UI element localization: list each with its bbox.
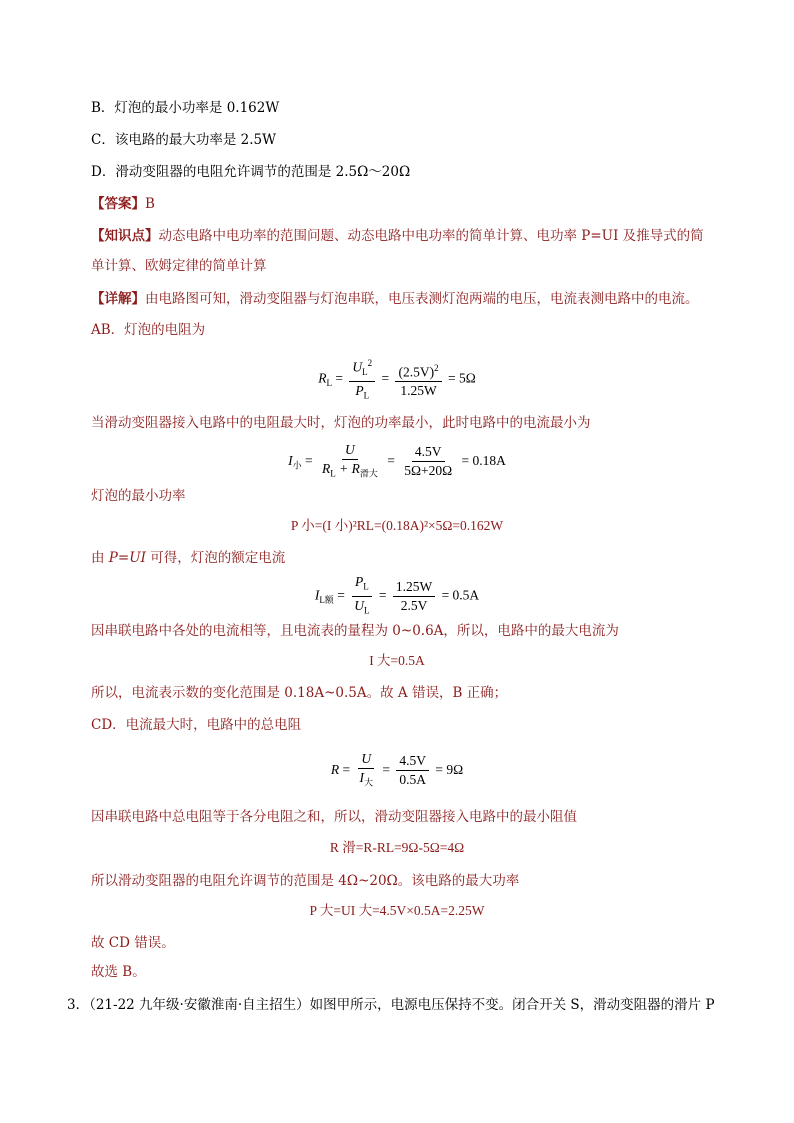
cd-line: CD．电流最大时，电路中的总电阻 <box>91 717 302 733</box>
ab-line: AB．灯泡的电阻为 <box>91 322 206 338</box>
equation-imin: $I_小$ = $\frac{U}{R_L + R_{滑大}}$ = $\frac{4.5V}{5\Omega+20\Omega}$ = 0.18A <box>0 442 794 482</box>
detail-tag: 【详解】 <box>91 291 145 307</box>
equation-r: R = $\frac{U}{I_大}$ = $\frac{4.5V}{0.5A}$ = 9Ω <box>0 751 794 791</box>
fraction: $\frac{4.5V}{5\Omega+20\Omega}$ <box>404 444 453 479</box>
paragraph-min-power: 灯泡的最小功率 <box>91 488 186 504</box>
paragraph-rated-current: 由 P=UI 可得，灯泡的额定电流 <box>91 550 286 566</box>
fraction: $\frac{4.5V}{0.5A}$ <box>396 753 429 788</box>
equation-rl: $R_L$ = $\frac{U_L^2}{P_L}$ = $\frac{(2.5V)^2}{1.25W}$ = 5Ω <box>0 355 794 404</box>
paragraph-min-resistance: 因串联电路中总电阻等于各分电阻之和，所以，滑动变阻器接入电路中的最小阻值 <box>91 809 577 825</box>
knowledge-line-2: 单计算、欧姆定律的简单计算 <box>91 258 267 274</box>
option-d: D．滑动变阻器的电阻允许调节的范围是 2.5Ω～20Ω <box>91 164 411 180</box>
paragraph-range: 所以，电流表示数的变化范围是 0.18A~0.5A。故 A 错误，B 正确； <box>91 685 508 701</box>
option-b: B．灯泡的最小功率是 0.162W <box>91 100 280 116</box>
detail-line <box>91 289 699 309</box>
fraction: $\frac{U_L^2}{P_L}$ <box>349 355 375 404</box>
equation-pmin: P 小=(I 小)²RL=(0.18A)²×5Ω=0.162W <box>290 518 504 533</box>
answer-value: B <box>145 196 155 212</box>
next-question <box>67 995 715 1015</box>
equation-irated: $I_{L额}$ = $\frac{P_L}{U_L}$ = $\frac{1.25W}{2.5V}$ = 0.5A <box>0 574 794 618</box>
equation-rmin: R 滑=R-RL=9Ω-5Ω=4Ω <box>329 840 465 855</box>
knowledge-text-1: 动态电路中电功率的范围问题、动态电路中电功率的简单计算、电功率 P=UI 及推导式的简 <box>158 228 704 244</box>
knowledge-line-1 <box>91 226 704 246</box>
paragraph-choose: 故选 B。 <box>91 964 146 980</box>
equation-imax: I 大=0.5A <box>369 653 425 668</box>
paragraph-max-current: 因串联电路中各处的电流相等，且电流表的量程为 0~0.6A，所以，电路中的最大电流为 <box>91 623 619 639</box>
option-c: C．该电路的最大功率是 2.5W <box>91 132 276 148</box>
paragraph-min-current: 当滑动变阻器接入电路中的电阻最大时，灯泡的功率最小，此时电路中的电流最小为 <box>91 415 591 431</box>
paragraph-max-power: 所以滑动变阻器的电阻允许调节的范围是 4Ω~20Ω。该电路的最大功率 <box>91 873 520 889</box>
fraction: $\frac{U}{I_大}$ <box>359 751 373 788</box>
fraction: $\frac{P_L}{U_L}$ <box>351 574 372 618</box>
equation-pmax: P 大=UI 大=4.5V×0.5A=2.25W <box>309 903 485 918</box>
detail-text: 由电路图可知，滑动变阻器与灯泡串联，电压表测灯泡两端的电压，电流表测电路中的电流。 <box>145 291 699 307</box>
fraction: $\frac{(2.5V)^2}{1.25W}$ <box>395 360 441 400</box>
question-text: （21-22 九年级·安徽淮南·自主招生）如图甲所示，电源电压保持不变。闭合开关 S，滑动变阻器的滑片 P <box>89 997 715 1013</box>
answer-tag: 【答案】 <box>91 196 145 212</box>
fraction: $\frac{U}{R_L + R_{滑大}}$ <box>321 442 378 479</box>
paragraph-cd-wrong: 故 CD 错误。 <box>91 935 175 951</box>
fraction: $\frac{1.25W}{2.5V}$ <box>393 579 435 614</box>
knowledge-tag: 【知识点】 <box>91 228 159 244</box>
question-number: 3． <box>67 997 90 1013</box>
answer-line <box>91 194 155 214</box>
